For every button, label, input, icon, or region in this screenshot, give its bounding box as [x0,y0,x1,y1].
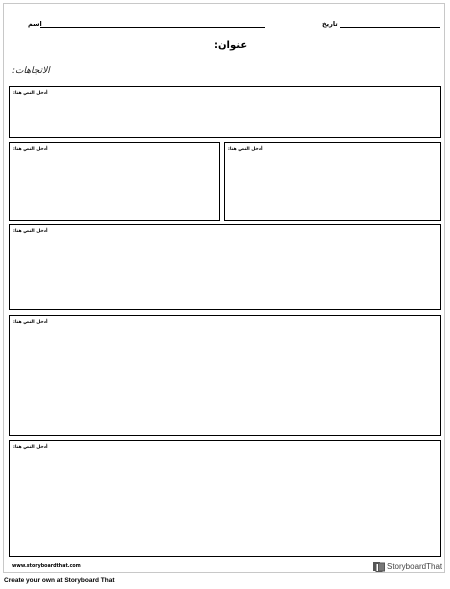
storyboardthat-logo[interactable] [373,561,442,573]
box-label: :أدخل النص هنا [13,445,48,450]
name-label: اسم [28,20,42,28]
page-title: :عنوان [214,40,248,51]
date-line[interactable] [340,27,440,28]
text-box-2-left[interactable] [9,142,220,221]
box-label: :أدخل النص هنا [13,229,48,234]
box-label: :أدخل النص هنا [13,320,48,325]
box-label: :أدخل النص هنا [228,147,263,152]
text-box-1[interactable] [9,86,441,138]
text-box-4[interactable] [9,315,441,436]
box-label: :أدخل النص هنا [13,91,48,96]
storyboard-logo-icon [373,562,385,572]
worksheet-page [3,3,445,573]
text-box-3[interactable] [9,224,441,310]
date-label: تاريخ [322,20,338,28]
footer-url[interactable]: www.storyboardthat.com [12,564,81,569]
create-your-own-caption[interactable]: Create your own at Storyboard That [4,577,115,584]
directions-label: :الاتجاهات [12,66,50,76]
text-box-5[interactable] [9,440,441,557]
box-label: :أدخل النص هنا [13,147,48,152]
text-box-2-right[interactable] [224,142,441,221]
logo-text: StoryboardThat [387,562,443,571]
name-line[interactable] [40,27,265,28]
